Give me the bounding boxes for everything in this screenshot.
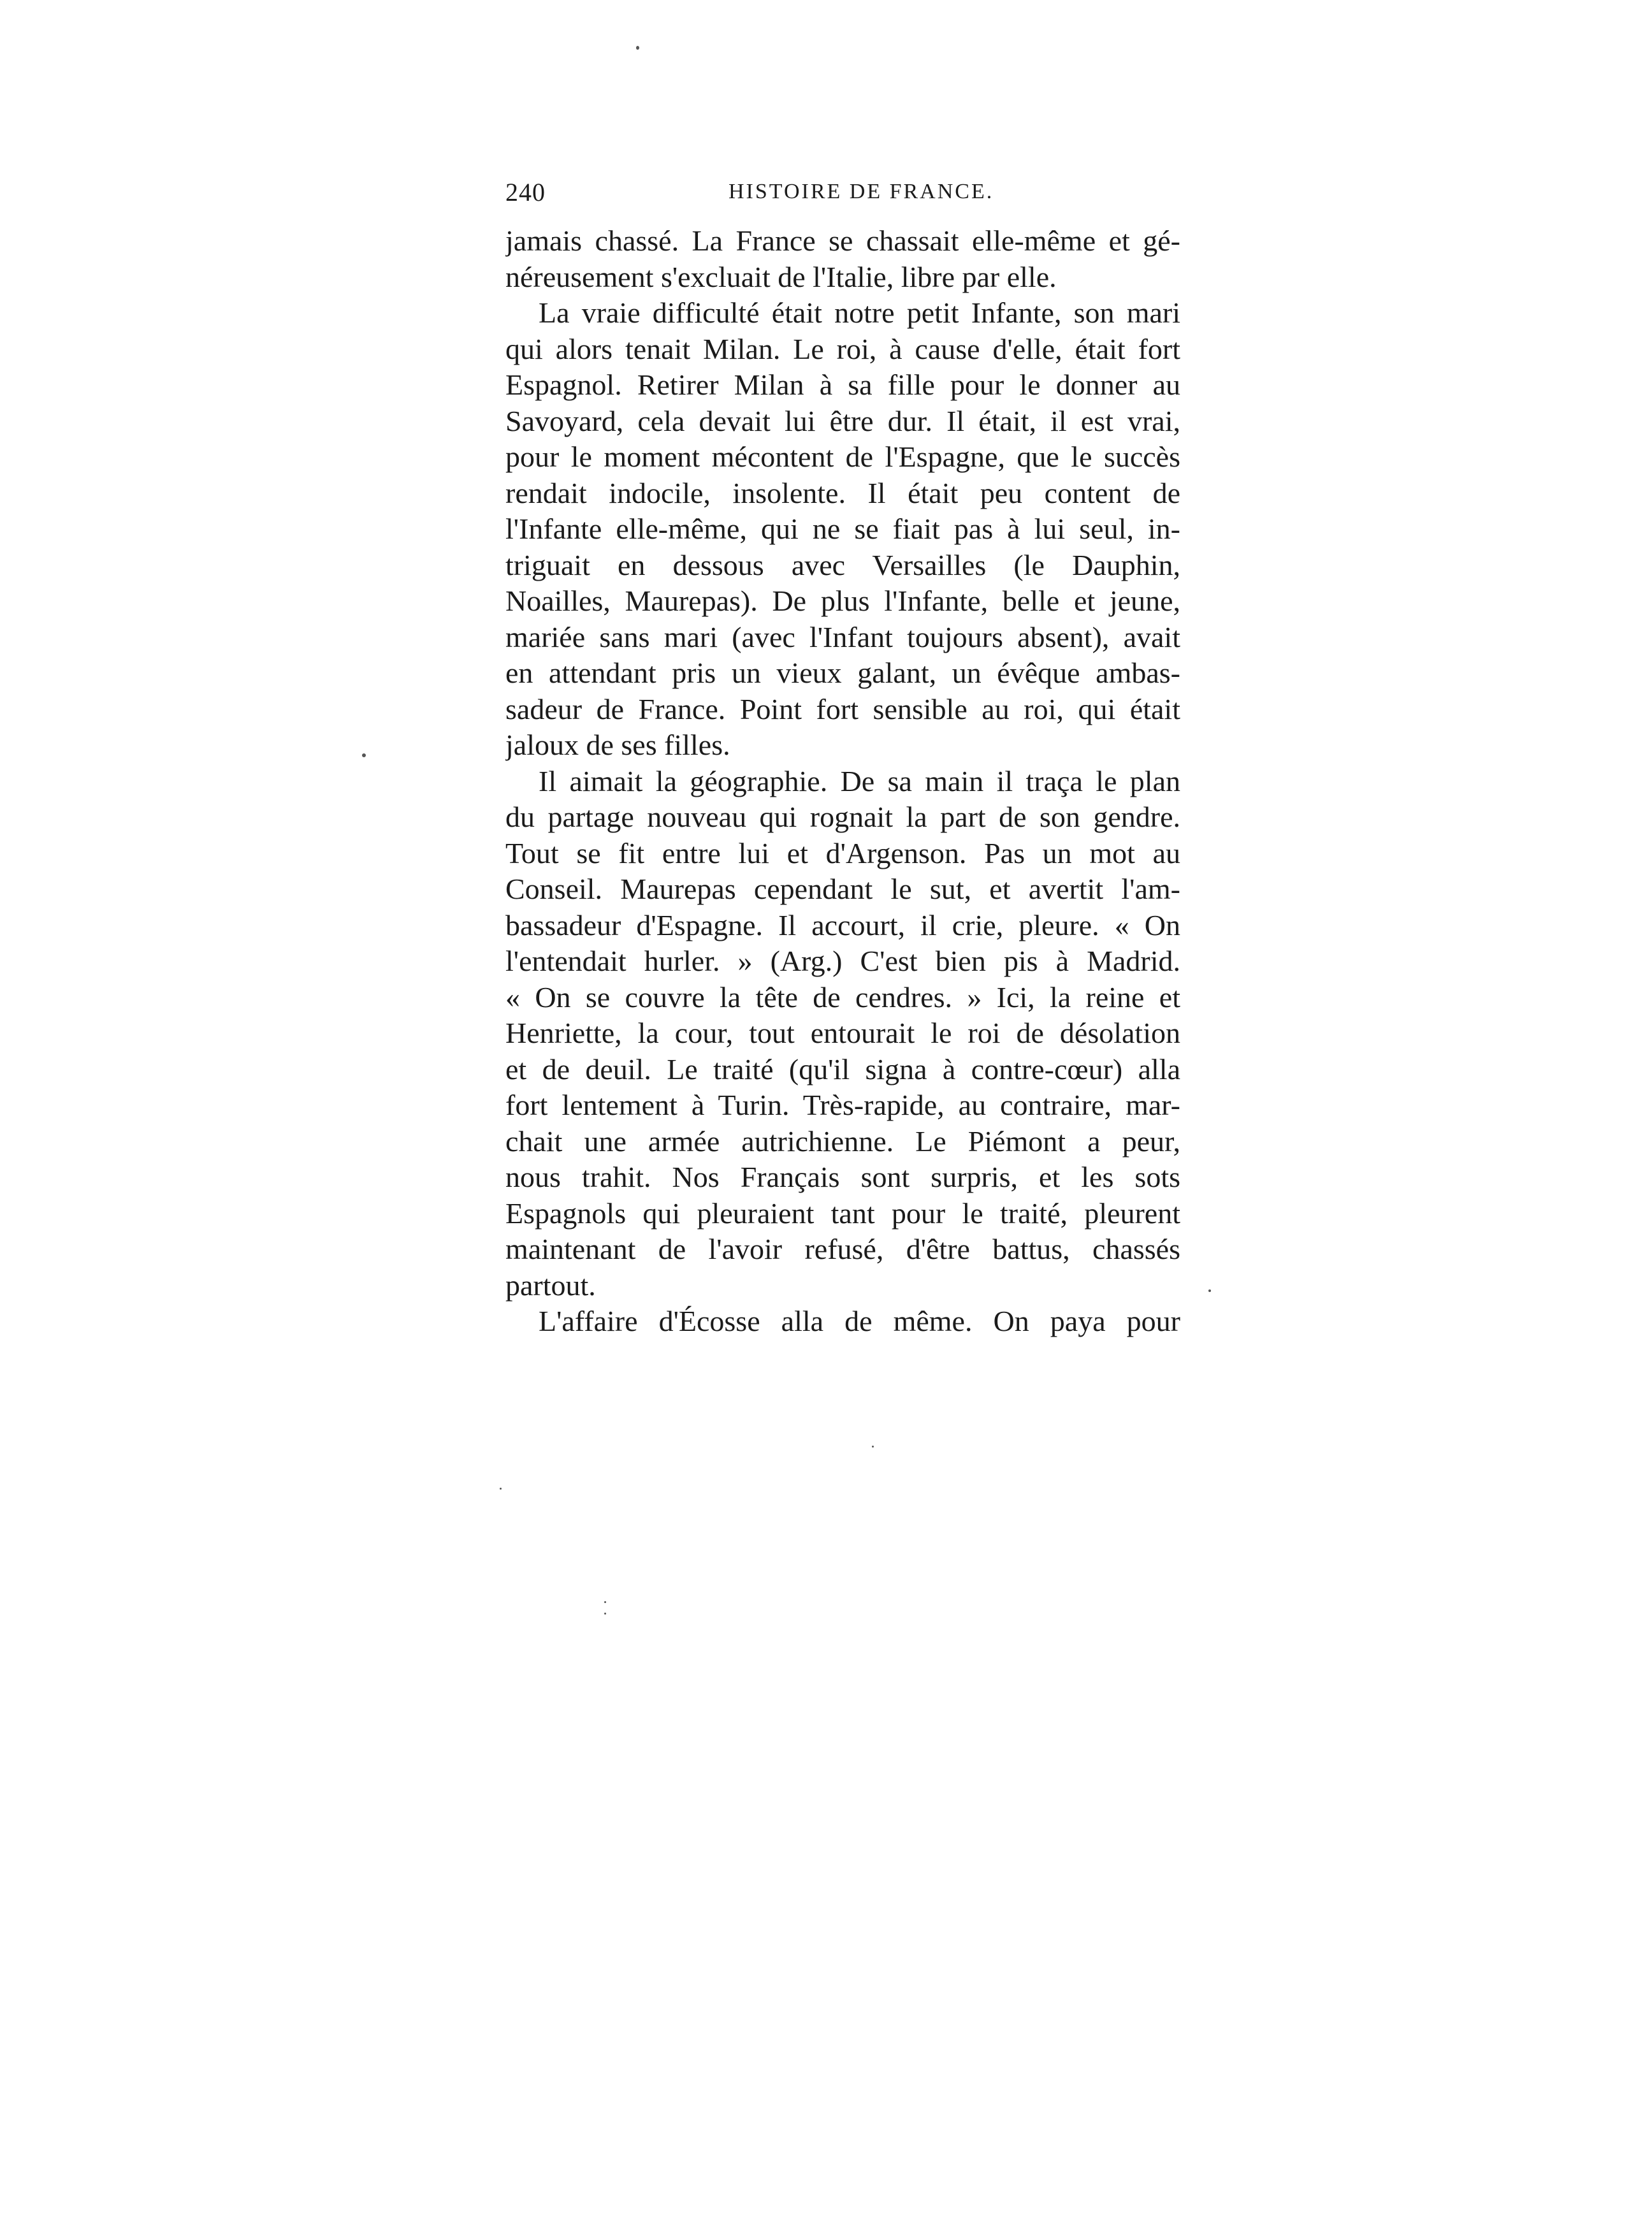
text-line: sadeur de France. Point fort sensible au roi, qui était bbox=[505, 692, 1180, 725]
paragraph-first-line: La vraie difficulté était notre petit Infante, son mari bbox=[539, 296, 1180, 329]
scan-speck bbox=[1208, 1289, 1211, 1292]
scan-speck bbox=[636, 46, 639, 50]
text-line: maintenant de l'avoir refusé, d'être battus, chassés bbox=[505, 1233, 1180, 1265]
scan-speck bbox=[604, 1613, 606, 1615]
scan-speck bbox=[604, 1601, 606, 1603]
body-text bbox=[505, 223, 1180, 1340]
text-line: partout. bbox=[505, 1268, 596, 1302]
text-line: Noailles, Maurepas). De plus l'Infante, belle et jeune, bbox=[505, 584, 1180, 617]
text-line: Espagnol. Retirer Milan à sa fille pour le donner au bbox=[505, 368, 1180, 401]
text-line: triguait en dessous avec Versailles (le Dauphin, bbox=[505, 548, 1180, 581]
text-line: l'entendait hurler. » (Arg.) C'est bien pis à Madrid. bbox=[505, 945, 1180, 977]
paragraph-first-line: Il aimait la géographie. De sa main il traça le plan bbox=[539, 764, 1180, 797]
text-line: et de deuil. Le traité (qu'il signa à contre-cœur) alla bbox=[505, 1052, 1180, 1085]
text-line: jaloux de ses filles. bbox=[505, 729, 730, 761]
text-line: jamais chassé. La France se chassait elle-même et gé- bbox=[505, 224, 1180, 257]
text-line: en attendant pris un vieux galant, un évêque ambas- bbox=[505, 657, 1180, 689]
text-line: du partage nouveau qui rognait la part de son gendre. bbox=[505, 801, 1180, 833]
text-line: Espagnols qui pleuraient tant pour le traité, pleurent bbox=[505, 1196, 1180, 1230]
running-title: HISTOIRE DE FRANCE. bbox=[728, 180, 994, 203]
text-line: néreusement s'excluait de l'Italie, libre par elle. bbox=[505, 260, 1057, 293]
text-line: qui alors tenait Milan. Le roi, à cause d'elle, était fort bbox=[505, 332, 1180, 365]
text-line: fort lentement à Turin. Très-rapide, au contraire, mar- bbox=[505, 1089, 1180, 1121]
page-header bbox=[505, 177, 1180, 215]
page-number: 240 bbox=[505, 178, 546, 207]
scan-speck bbox=[500, 1488, 502, 1490]
text-line: Conseil. Maurepas cependant le sut, et avertit l'am- bbox=[505, 873, 1180, 905]
paragraph-first-line: L'affaire d'Écosse alla de même. On paya pour bbox=[539, 1305, 1180, 1337]
text-line: « On se couvre la tête de cendres. » Ici, la reine et bbox=[505, 980, 1180, 1013]
scan-speck bbox=[872, 1446, 874, 1448]
text-line: Savoyard, cela devait lui être dur. Il était, il est vrai, bbox=[505, 404, 1180, 437]
text-line: chait une armée autrichienne. Le Piémont a peur, bbox=[505, 1124, 1180, 1158]
text-line: l'Infante elle-même, qui ne se fiait pas à lui seul, in- bbox=[505, 512, 1180, 545]
text-line: mariée sans mari (avec l'Infant toujours absent), avait bbox=[505, 620, 1180, 653]
text-line: Henriette, la cour, tout entourait le roi de désolation bbox=[505, 1017, 1180, 1049]
text-line: nous trahit. Nos Français sont surpris, et les sots bbox=[505, 1161, 1180, 1193]
text-line: bassadeur d'Espagne. Il accourt, il crie, pleure. « On bbox=[505, 908, 1180, 941]
text-line: pour le moment mécontent de l'Espagne, que le succès bbox=[505, 440, 1180, 473]
text-line: Tout se fit entre lui et d'Argenson. Pas un mot au bbox=[505, 836, 1180, 869]
scan-speck bbox=[362, 753, 366, 757]
text-line: rendait indocile, insolente. Il était peu content de bbox=[505, 476, 1180, 509]
